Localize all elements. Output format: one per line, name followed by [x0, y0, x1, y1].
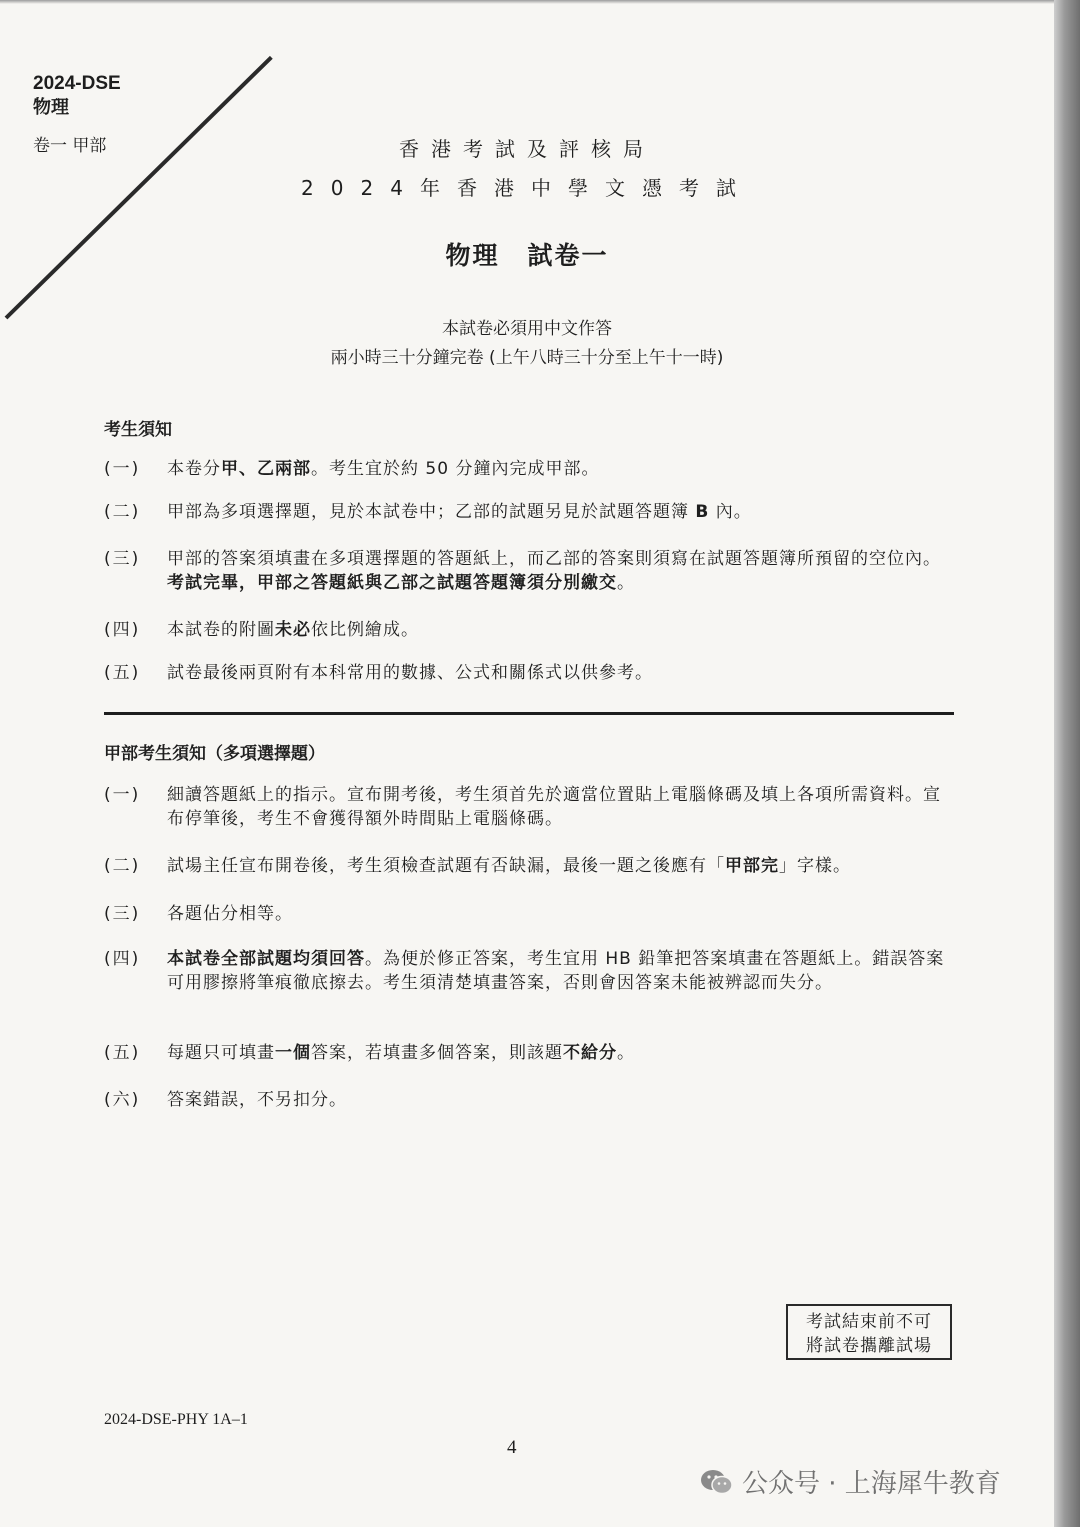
duration-note: 兩小時三十分鐘完卷 (上午八時三十分至上午十一時): [330, 348, 724, 368]
paper-title-paper: 試卷一: [527, 241, 609, 270]
section-divider: [104, 712, 954, 715]
general-instruction-3: (三) 甲部的答案須填畫在多項選擇題的答題紙上，而乙部的答案則須寫在試題答題簿所預留的空位內。考試完畢，甲部之答題紙與乙部之試題答題簿須分別繳交。: [104, 549, 941, 593]
general-instruction-5: (五) 試卷最後兩頁附有本科常用的數據、公式和關係式以供參考。: [104, 663, 653, 683]
exam-name: 2024年香港中學文憑考試: [301, 176, 753, 200]
wechat-icon: [700, 1468, 734, 1496]
paper-title-subject: 物理: [445, 241, 500, 270]
corner-section: 卷一 甲部: [33, 136, 107, 156]
section-a-heading: 甲部考生須知（多項選擇題）: [104, 744, 325, 764]
section-a-instruction-6: (六) 答案錯誤，不另扣分。: [104, 1090, 347, 1110]
section-a-instruction-3: (三) 各題佔分相等。: [104, 904, 293, 924]
page-top-edge: [0, 0, 1054, 4]
general-instruction-2: (二) 甲部為多項選擇題，見於本試卷中；乙部的試題另見於試題答題簿 B 內。: [104, 502, 752, 522]
section-a-instruction-5: (五) 每題只可填畫一個答案，若填畫多個答案，則該題不給分。: [104, 1043, 635, 1063]
paper-title: [0, 236, 1054, 272]
page-binding-edge: [1054, 0, 1080, 1527]
general-instruction-1: (一) 本卷分甲、乙兩部。考生宜於約 50 分鐘內完成甲部。: [104, 459, 600, 479]
watermark-text: 公众号 · 上海犀牛教育: [742, 1469, 1001, 1499]
general-instructions-heading: 考生須知: [104, 420, 172, 440]
notice-line-1: 考試結束前不可: [806, 1312, 932, 1332]
page-number: 4: [507, 1437, 517, 1458]
section-a-instruction-2: (二) 試場主任宣布開卷後，考生須檢查試題有否缺漏，最後一題之後應有「甲部完」字樣。: [104, 856, 851, 876]
corner-exam-code: 2024-DSE: [33, 73, 121, 94]
exam-authority: 香港考試及評核局: [399, 137, 655, 161]
do-not-remove-notice: [786, 1304, 952, 1360]
paper-code: 2024-DSE-PHY 1A–1: [104, 1411, 248, 1428]
corner-subject: 物理: [33, 97, 69, 118]
section-a-instruction-1: (一) 細讀答題紙上的指示。宣布開考後，考生須首先於適當位置貼上電腦條碼及填上各項所需資料。宣布停筆後，考生不會獲得額外時間貼上電腦條碼。: [104, 785, 941, 829]
section-a-instruction-4: (四) 本試卷全部試題均須回答。為便於修正答案，考生宜用 HB 鉛筆把答案填畫在答題紙上。錯誤答案可用膠擦將筆痕徹底擦去。考生須清楚填畫答案，否則會因答案未能被辨認而失分。: [104, 949, 945, 993]
language-note: 本試卷必須用中文作答: [442, 319, 612, 339]
general-instruction-4: (四) 本試卷的附圖未必依比例繪成。: [104, 620, 419, 640]
notice-line-2: 將試卷攜離試場: [806, 1336, 932, 1356]
watermark: [700, 1463, 1001, 1500]
